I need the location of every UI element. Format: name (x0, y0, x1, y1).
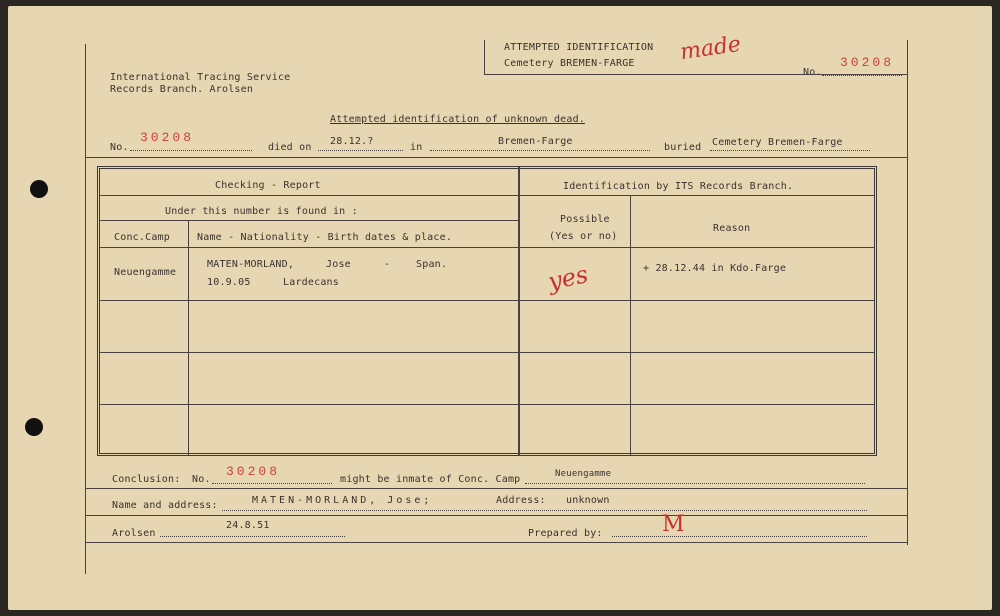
table-hline-1 (100, 195, 875, 196)
col-name-header: Name - Nationality - Birth dates & place. (197, 232, 453, 243)
row1-camp: Neuengamme (114, 267, 177, 278)
in-dots (430, 150, 650, 151)
table-vline-possible (630, 195, 631, 455)
date-value: 24.8.51 (226, 520, 270, 531)
footer-line-1 (85, 488, 907, 489)
table-hline-5 (100, 352, 875, 353)
died-dots (318, 150, 403, 151)
conclusion-label: Conclusion: (112, 474, 181, 485)
address-label: Address: (496, 495, 546, 506)
row1-first-name: Jose (326, 259, 351, 270)
camp-dots (525, 483, 865, 484)
header-box-left (484, 40, 485, 74)
checking-report-header: Checking - Report (215, 180, 321, 191)
info-no-dots (130, 150, 252, 151)
row1-reason: + 28.12.44 in Kdo.Farge (643, 263, 787, 274)
place-label: Arolsen (112, 528, 156, 539)
name-value: MATEN-MORLAND, Jose; (252, 495, 433, 506)
table-hline-2 (100, 220, 518, 221)
col-reason-header: Reason (713, 223, 751, 234)
address-value: unknown (566, 495, 610, 506)
header-box-cemetery: Cemetery BREMEN-FARGE (504, 58, 635, 69)
handwritten-note: made (678, 31, 743, 66)
header-no-dots (822, 75, 902, 76)
col-possible-header-1: Possible (560, 214, 610, 225)
prepared-label: Prepared by: (528, 528, 603, 539)
in-label: in (410, 142, 423, 153)
date-dots (160, 536, 345, 537)
info-no-value: 30208 (140, 130, 195, 145)
buried-dots (710, 150, 870, 151)
header-no-value: 30208 (840, 55, 895, 70)
table-hline-3 (100, 247, 875, 248)
table-vline-camp (188, 220, 189, 455)
died-value: 28.12.? (330, 136, 374, 147)
footer-line-2 (85, 515, 907, 516)
row1-name: MATEN-MORLAND, (207, 259, 295, 270)
conclusion-camp-value: Neuengamme (555, 469, 612, 479)
punch-hole-top (30, 180, 48, 198)
col-camp-header: Conc.Camp (114, 232, 170, 243)
table-hline-4 (100, 300, 875, 301)
identification-header: Identification by ITS Records Branch. (563, 181, 794, 192)
in-value: Bremen-Farge (498, 136, 573, 147)
punch-hole-bottom (25, 418, 43, 436)
header-no-label: No. (803, 67, 822, 78)
conclusion-no-dots (212, 483, 332, 484)
row1-birth-date: 10.9.05 (207, 277, 251, 288)
header-separator (85, 157, 907, 158)
died-label: died on (268, 142, 312, 153)
col-possible-header-2: (Yes or no) (549, 231, 618, 242)
inmate-label: might be inmate of Conc. Camp (340, 474, 521, 485)
name-dots (222, 510, 867, 511)
table-divider-main (518, 167, 520, 455)
table-hline-6 (100, 404, 875, 405)
buried-label: buried (664, 142, 702, 153)
header-box-title: ATTEMPTED IDENTIFICATION (504, 42, 654, 53)
prepared-dots (612, 536, 867, 537)
buried-value: Cemetery Bremen-Farge (712, 137, 843, 148)
org-line-2: Records Branch. Arolsen (110, 84, 254, 95)
right-frame-line (907, 40, 908, 545)
prepared-initial: M (662, 512, 685, 537)
row1-possible-handwritten: yes (545, 260, 591, 296)
name-address-label: Name and address: (112, 500, 218, 511)
conclusion-no-value: 30208 (226, 464, 281, 479)
conclusion-no-label: No. (192, 474, 211, 485)
org-line-1: International Tracing Service (110, 72, 291, 83)
document-title: Attempted identification of unknown dead. (330, 114, 586, 125)
info-no-label: No. (110, 142, 129, 153)
footer-line-3 (85, 542, 907, 543)
row1-nationality: Span. (416, 259, 448, 270)
found-in-header: Under this number is found in : (165, 206, 358, 217)
left-frame-line (85, 44, 86, 574)
row1-dash: - (384, 259, 391, 270)
row1-birth-place: Lardecans (283, 277, 339, 288)
